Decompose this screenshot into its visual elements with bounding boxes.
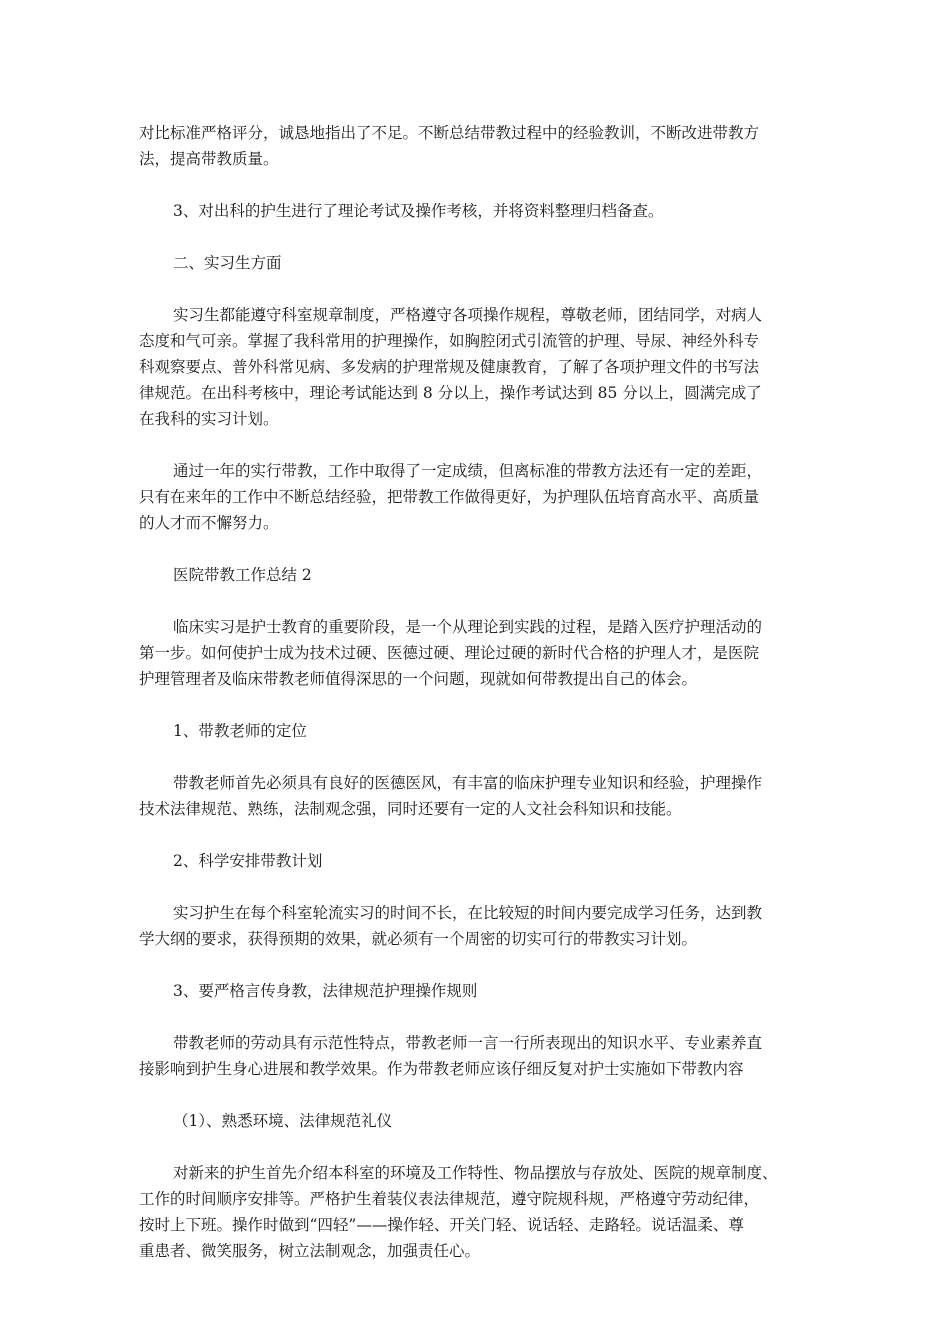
paragraph-line: 科观察要点、普外科常见病、多发病的护理常规及健康教育，了解了各项护理文件的书写法 <box>139 358 760 376</box>
paragraph-line: 实习护生在每个科室轮流实习的时间不长，在比较短的时间内要完成学习任务，达到教 <box>173 904 763 922</box>
paragraph-gap <box>139 1134 819 1160</box>
paragraph-gap <box>139 692 819 718</box>
paragraph-line: 学大纲的要求，获得预期的效果，就必须有一个周密的切实可行的带教实习计划。 <box>139 930 698 948</box>
paragraph-line: （1）、熟悉环境、法律规范礼仪 <box>173 1112 393 1130</box>
paragraph-line: 的人才而不懈努力。 <box>139 514 279 532</box>
paragraph <box>139 1160 819 1264</box>
paragraph-line: 1、带教老师的定位 <box>173 722 307 740</box>
paragraph <box>139 198 819 224</box>
paragraph-line: 3、对出科的护生进行了理论考试及操作考核，并将资料整理归档备查。 <box>173 202 664 220</box>
paragraph-line: 2、科学安排带教计划 <box>173 852 323 870</box>
paragraph-line: 通过一年的实行带教，工作中取得了一定成绩，但离标准的带教方法还有一定的差距， <box>173 462 763 480</box>
paragraph-line: 医院带教工作总结 2 <box>173 566 312 584</box>
paragraph-gap <box>139 822 819 848</box>
paragraph-line: 带教老师首先必须具有良好的医德医风，有丰富的临床护理专业知识和经验，护理操作 <box>173 774 763 792</box>
paragraph-line: 重患者、微笑服务，树立法制观念，加强责任心。 <box>139 1242 481 1260</box>
document-body <box>139 120 819 1264</box>
paragraph-line: 对比标准严格评分，诚恳地指出了不足。不断总结带教过程中的经验教训，不断改进带教方 <box>139 124 760 142</box>
paragraph <box>139 848 819 874</box>
paragraph-line: 带教老师的劳动具有示范性特点，带教老师一言一行所表现出的知识水平、专业素养直 <box>173 1034 763 1052</box>
paragraph-line: 法，提高带教质量。 <box>139 150 279 168</box>
paragraph-gap <box>139 432 819 458</box>
paragraph-line: 技术法律规范、熟练，法制观念强，同时还要有一定的人文社会科知识和技能。 <box>139 800 682 818</box>
paragraph-gap <box>139 536 819 562</box>
paragraph <box>139 302 819 432</box>
paragraph-line: 按时上下班。操作时做到“四轻”——操作轻、开关门轻、说话轻、走路轻。说话温柔、尊 <box>139 1216 744 1234</box>
paragraph-line: 只有在来年的工作中不断总结经验，把带教工作做得更好，为护理队伍培育高水平、高质量 <box>139 488 760 506</box>
paragraph-line: 对新来的护生首先介绍本科室的环境及工作特性、物品摆放与存放处、医院的规章制度、 <box>173 1164 778 1182</box>
paragraph <box>139 120 819 172</box>
paragraph-line: 临床实习是护士教育的重要阶段，是一个从理论到实践的过程，是踏入医疗护理活动的 <box>173 618 763 636</box>
paragraph <box>139 978 819 1004</box>
paragraph-line: 态度和气可亲。掌握了我科常用的护理操作，如胸腔闭式引流管的护理、导尿、神经外科专 <box>139 332 760 350</box>
paragraph <box>139 770 819 822</box>
paragraph-line: 律规范。在出科考核中，理论考试能达到 8 分以上，操作考试达到 85 分以上，圆满完成了 <box>139 384 762 402</box>
paragraph <box>139 900 819 952</box>
paragraph-line: 实习生都能遵守科室规章制度，严格遵守各项操作规程，尊敬老师，团结同学，对病人 <box>173 306 763 324</box>
paragraph <box>139 1030 819 1082</box>
paragraph-gap <box>139 224 819 250</box>
paragraph-gap <box>139 1004 819 1030</box>
paragraph-gap <box>139 588 819 614</box>
paragraph <box>139 1108 819 1134</box>
paragraph-gap <box>139 952 819 978</box>
paragraph-line: 3、要严格言传身教，法律规范护理操作规则 <box>173 982 478 1000</box>
paragraph <box>139 458 819 536</box>
paragraph-line: 接影响到护生身心进展和教学效果。作为带教老师应该仔细反复对护士实施如下带教内容 <box>139 1060 744 1078</box>
paragraph-line: 工作的时间顺序安排等。严格护生着装仪表法律规范，遵守院规科规，严格遵守劳动纪律， <box>139 1190 760 1208</box>
paragraph <box>139 614 819 692</box>
paragraph-line: 在我科的实习计划。 <box>139 410 279 428</box>
paragraph-line: 第一步。如何使护士成为技术过硬、医德过硬、理论过硬的新时代合格的护理人才，是医院 <box>139 644 760 662</box>
paragraph-gap <box>139 172 819 198</box>
paragraph-gap <box>139 744 819 770</box>
paragraph-gap <box>139 874 819 900</box>
paragraph <box>139 250 819 276</box>
paragraph-gap <box>139 276 819 302</box>
paragraph-gap <box>139 1082 819 1108</box>
paragraph-line: 护理管理者及临床带教老师值得深思的一个问题，现就如何带教提出自己的体会。 <box>139 670 698 688</box>
paragraph <box>139 718 819 744</box>
paragraph <box>139 562 819 588</box>
paragraph-line: 二、实习生方面 <box>173 254 282 272</box>
